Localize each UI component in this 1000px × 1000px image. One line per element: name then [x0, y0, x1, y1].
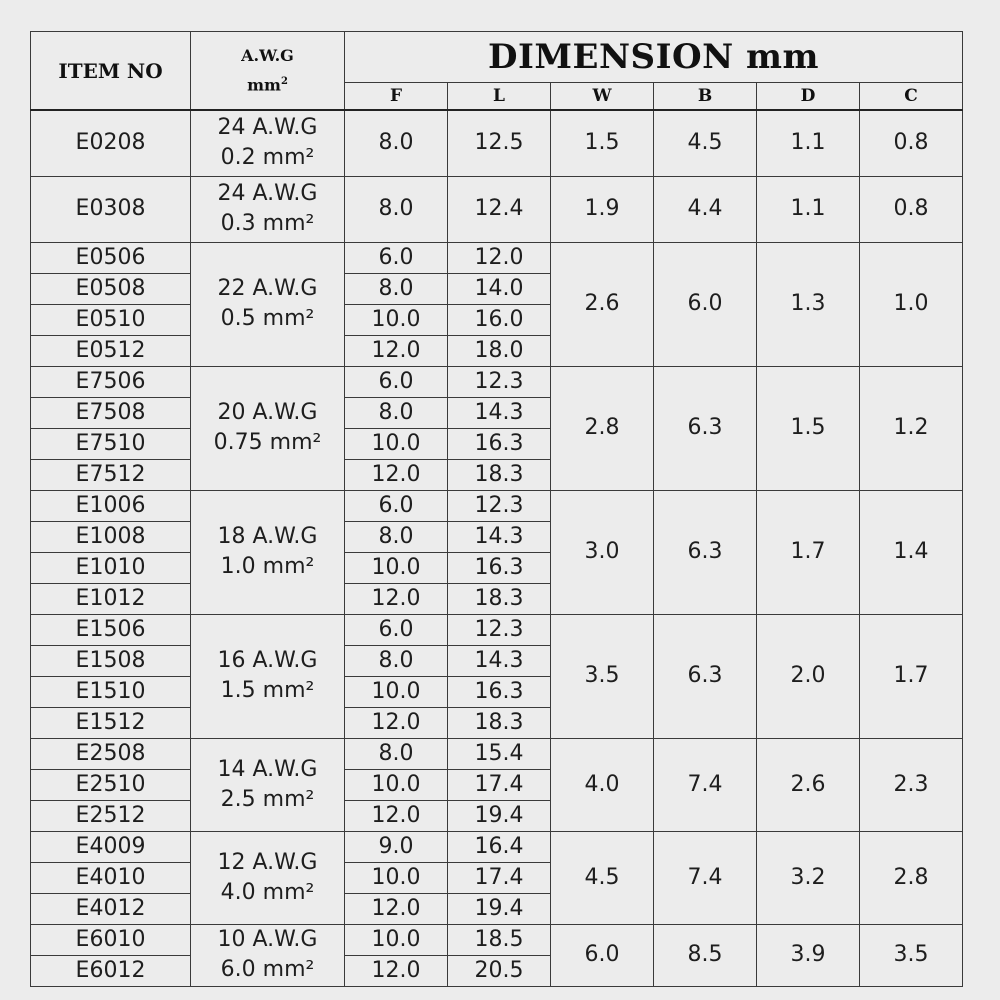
awg-area: 0.5 mm² [220, 306, 315, 331]
table-row [31, 738, 963, 769]
c-cell: 3.5 [860, 924, 963, 986]
b-cell: 7.4 [654, 738, 757, 831]
item-no-cell: E0308 [31, 176, 191, 242]
f-cell: 6.0 [345, 490, 448, 521]
f-cell: 10.0 [345, 428, 448, 459]
awg-header-mm: mm [247, 75, 281, 95]
awg-gauge: 24 A.W.G [217, 181, 318, 206]
item-no-cell: E1010 [31, 552, 191, 583]
item-no-cell: E7512 [31, 459, 191, 490]
item-no-cell: E1506 [31, 614, 191, 645]
item-no-cell: E4012 [31, 893, 191, 924]
b-cell: 6.3 [654, 490, 757, 614]
item-no-cell: E6010 [31, 924, 191, 955]
awg-cell [191, 110, 345, 176]
item-no-cell: E0508 [31, 273, 191, 304]
awg-cell [191, 738, 345, 831]
b-cell: 8.5 [654, 924, 757, 986]
awg-area: 4.0 mm² [220, 879, 315, 905]
awg-cell [191, 831, 345, 924]
item-no-cell: E0506 [31, 242, 191, 273]
l-cell: 19.4 [448, 893, 551, 924]
l-cell: 19.4 [448, 800, 551, 831]
w-cell: 4.0 [551, 738, 654, 831]
l-cell: 14.3 [448, 397, 551, 428]
table-row [31, 924, 963, 955]
table-header [31, 32, 963, 111]
awg-gauge: 20 A.W.G [217, 400, 318, 425]
awg-gauge: 22 A.W.G [217, 276, 318, 301]
awg-header-unit [191, 69, 344, 98]
b-cell: 7.4 [654, 831, 757, 924]
f-cell: 8.0 [345, 738, 448, 769]
c-cell: 2.3 [860, 738, 963, 831]
l-cell: 12.3 [448, 614, 551, 645]
col-header-f: F [345, 83, 448, 111]
f-cell: 12.0 [345, 583, 448, 614]
w-cell: 1.9 [551, 176, 654, 242]
l-cell: 20.5 [448, 955, 551, 986]
item-no-cell: E7506 [31, 366, 191, 397]
l-cell: 18.5 [448, 924, 551, 955]
l-cell: 12.3 [448, 366, 551, 397]
d-cell: 3.2 [757, 831, 860, 924]
l-cell: 18.0 [448, 335, 551, 366]
w-cell: 3.0 [551, 490, 654, 614]
l-cell: 14.0 [448, 273, 551, 304]
awg-header [191, 32, 345, 111]
item-no-cell: E2512 [31, 800, 191, 831]
dimension-header: DIMENSION mm [345, 32, 963, 83]
w-cell: 6.0 [551, 924, 654, 986]
l-cell: 16.3 [448, 552, 551, 583]
f-cell: 8.0 [345, 176, 448, 242]
l-cell: 17.4 [448, 769, 551, 800]
f-cell: 10.0 [345, 676, 448, 707]
item-no-cell: E4009 [31, 831, 191, 862]
b-cell: 4.4 [654, 176, 757, 242]
d-cell: 1.3 [757, 242, 860, 366]
c-cell: 1.0 [860, 242, 963, 366]
col-header-w: W [551, 83, 654, 111]
item-no-cell: E1006 [31, 490, 191, 521]
table-row [31, 110, 963, 176]
table-row [31, 366, 963, 397]
w-cell: 3.5 [551, 614, 654, 738]
f-cell: 6.0 [345, 614, 448, 645]
l-cell: 16.3 [448, 428, 551, 459]
l-cell: 12.0 [448, 242, 551, 273]
l-cell: 17.4 [448, 862, 551, 893]
f-cell: 10.0 [345, 924, 448, 955]
item-no-cell: E7510 [31, 428, 191, 459]
b-cell: 6.0 [654, 242, 757, 366]
f-cell: 10.0 [345, 552, 448, 583]
table-row [31, 242, 963, 273]
awg-gauge: 14 A.W.G [217, 756, 318, 782]
table-row [31, 490, 963, 521]
col-header-l: L [448, 83, 551, 111]
d-cell: 2.0 [757, 614, 860, 738]
awg-header-mm-sup: 2 [280, 75, 288, 87]
awg-area: 0.3 mm² [220, 211, 315, 236]
c-cell: 0.8 [860, 176, 963, 242]
d-cell: 3.9 [757, 924, 860, 986]
f-cell: 12.0 [345, 800, 448, 831]
l-cell: 14.3 [448, 645, 551, 676]
f-cell: 9.0 [345, 831, 448, 862]
c-cell: 0.8 [860, 110, 963, 176]
item-no-cell: E0510 [31, 304, 191, 335]
awg-area: 0.75 mm² [213, 430, 322, 455]
d-cell: 1.5 [757, 366, 860, 490]
l-cell: 16.3 [448, 676, 551, 707]
awg-cell [191, 490, 345, 614]
l-cell: 12.4 [448, 176, 551, 242]
awg-cell [191, 176, 345, 242]
l-cell: 12.3 [448, 490, 551, 521]
d-cell: 2.6 [757, 738, 860, 831]
d-cell: 1.7 [757, 490, 860, 614]
item-no-cell: E1508 [31, 645, 191, 676]
w-cell: 1.5 [551, 110, 654, 176]
awg-cell [191, 614, 345, 738]
l-cell: 18.3 [448, 707, 551, 738]
awg-cell [191, 242, 345, 366]
w-cell: 2.8 [551, 366, 654, 490]
l-cell: 14.3 [448, 521, 551, 552]
f-cell: 12.0 [345, 707, 448, 738]
awg-area: 1.0 mm² [220, 554, 315, 579]
awg-area: 1.5 mm² [220, 678, 315, 703]
c-cell: 1.4 [860, 490, 963, 614]
item-no-cell: E7508 [31, 397, 191, 428]
b-cell: 6.3 [654, 614, 757, 738]
f-cell: 10.0 [345, 862, 448, 893]
item-no-header: ITEM NO [31, 32, 191, 111]
awg-gauge: 24 A.W.G [217, 115, 318, 141]
w-cell: 2.6 [551, 242, 654, 366]
item-no-cell: E0512 [31, 335, 191, 366]
item-no-cell: E1008 [31, 521, 191, 552]
col-header-c: C [860, 83, 963, 111]
f-cell: 10.0 [345, 304, 448, 335]
f-cell: 10.0 [345, 769, 448, 800]
l-cell: 12.5 [448, 110, 551, 176]
b-cell: 6.3 [654, 366, 757, 490]
c-cell: 2.8 [860, 831, 963, 924]
awg-gauge: 18 A.W.G [217, 524, 318, 549]
awg-gauge: 16 A.W.G [217, 648, 318, 673]
awg-area: 6.0 mm² [220, 957, 315, 982]
f-cell: 6.0 [345, 242, 448, 273]
l-cell: 16.0 [448, 304, 551, 335]
d-cell: 1.1 [757, 176, 860, 242]
b-cell: 4.5 [654, 110, 757, 176]
item-no-cell: E4010 [31, 862, 191, 893]
item-no-cell: E2510 [31, 769, 191, 800]
f-cell: 8.0 [345, 645, 448, 676]
l-cell: 18.3 [448, 583, 551, 614]
item-no-cell: E0208 [31, 110, 191, 176]
item-no-cell: E1510 [31, 676, 191, 707]
f-cell: 8.0 [345, 397, 448, 428]
item-no-cell: E6012 [31, 955, 191, 986]
f-cell: 12.0 [345, 955, 448, 986]
f-cell: 8.0 [345, 110, 448, 176]
item-no-cell: E1512 [31, 707, 191, 738]
table-row [31, 831, 963, 862]
l-cell: 18.3 [448, 459, 551, 490]
table-body [31, 110, 963, 986]
c-cell: 1.2 [860, 366, 963, 490]
table-row [31, 176, 963, 242]
col-header-d: D [757, 83, 860, 111]
item-no-cell: E1012 [31, 583, 191, 614]
table-row [31, 614, 963, 645]
f-cell: 12.0 [345, 893, 448, 924]
f-cell: 8.0 [345, 273, 448, 304]
w-cell: 4.5 [551, 831, 654, 924]
l-cell: 16.4 [448, 831, 551, 862]
f-cell: 6.0 [345, 366, 448, 397]
awg-header-label: A.W.G [241, 45, 294, 65]
awg-cell [191, 924, 345, 986]
awg-area: 2.5 mm² [220, 786, 315, 812]
f-cell: 12.0 [345, 459, 448, 490]
c-cell: 1.7 [860, 614, 963, 738]
awg-cell [191, 366, 345, 490]
f-cell: 8.0 [345, 521, 448, 552]
awg-area: 0.2 mm² [220, 145, 315, 171]
awg-gauge: 10 A.W.G [217, 927, 318, 952]
dimension-spec-table [30, 31, 963, 987]
awg-gauge: 12 A.W.G [217, 849, 318, 875]
d-cell: 1.1 [757, 110, 860, 176]
l-cell: 15.4 [448, 738, 551, 769]
f-cell: 12.0 [345, 335, 448, 366]
item-no-cell: E2508 [31, 738, 191, 769]
col-header-b: B [654, 83, 757, 111]
